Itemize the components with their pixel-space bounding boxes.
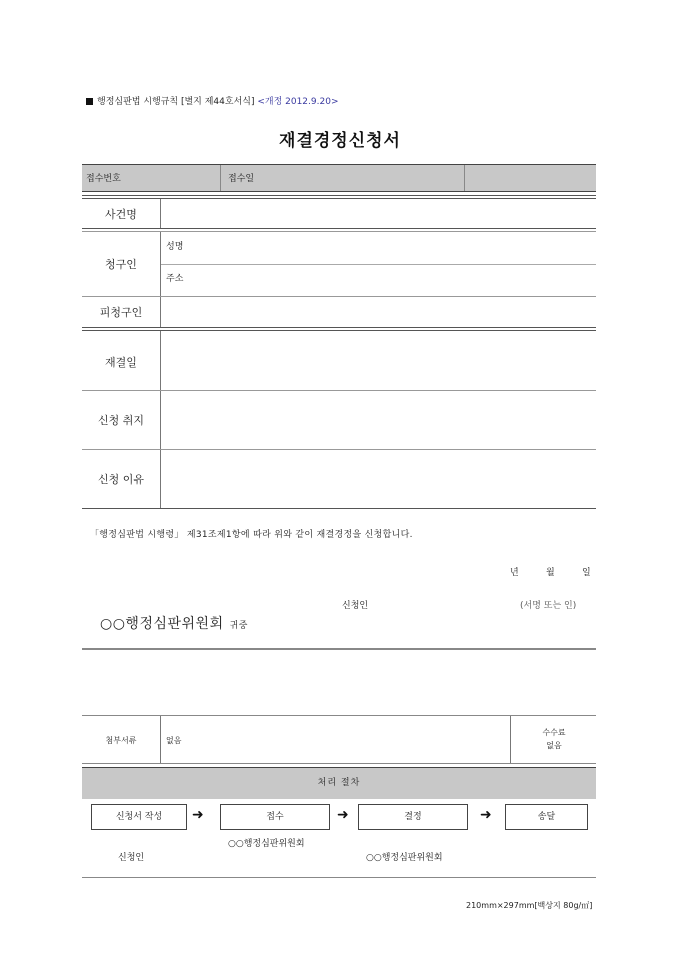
step-delivery: 송달 xyxy=(505,804,588,830)
divider xyxy=(82,508,596,509)
reason-field[interactable] xyxy=(162,451,594,506)
claimant-label: 청구인 xyxy=(105,258,137,271)
revision-note: <개정 2012.9.20> xyxy=(257,97,339,107)
year-label: 년 xyxy=(510,568,519,578)
divider xyxy=(160,716,161,763)
attachments-value: 없음 xyxy=(166,736,182,745)
fee-label: 수수료 xyxy=(542,728,566,737)
receipt-bar xyxy=(82,164,596,192)
attachments-label: 첨부서류 xyxy=(105,736,137,745)
fee-cell xyxy=(512,726,596,752)
divider xyxy=(82,449,596,450)
receipt-number-label: 접수번호 xyxy=(86,174,121,184)
step-write-application: 신청서 작성 xyxy=(91,804,187,830)
receipt-date-label: 접수일 xyxy=(228,174,255,184)
divider xyxy=(464,165,465,191)
claimant-address-label: 주소 xyxy=(166,274,184,284)
purpose-label: 신청 취지 xyxy=(97,414,144,427)
committee-name: ○○행정심판위원회 xyxy=(100,616,224,632)
statement: 「행정심판법 시행령」 제31조제1항에 따라 위와 같이 재결경정을 신청합니다. xyxy=(90,530,413,540)
respondent-field[interactable] xyxy=(162,298,594,325)
reason-label: 신청 이유 xyxy=(97,473,144,486)
step-decision: 결정 xyxy=(358,804,468,830)
divider xyxy=(82,195,596,196)
step-note-decider: ○○행정심판위원회 xyxy=(366,853,443,863)
day-label: 일 xyxy=(582,568,591,578)
divider xyxy=(82,648,596,650)
paper-size: 210mm×297mm[백상지 80g/㎡] xyxy=(466,901,593,910)
arrow-right-icon: ➜ xyxy=(192,807,204,823)
applicant-label: 신청인 xyxy=(342,601,369,611)
ruling-date-label: 재결일 xyxy=(105,356,137,369)
step-receipt: 접수 xyxy=(220,804,330,830)
ruling-date-field[interactable] xyxy=(162,332,594,388)
divider xyxy=(510,716,511,763)
signature-note: (서명 또는 인) xyxy=(520,601,577,611)
form-reference-text: 행정심판법 시행규칙 [별지 제44호서식] xyxy=(97,97,255,107)
form-title: 재결경정신청서 xyxy=(279,131,401,151)
committee-addressee xyxy=(100,613,248,633)
step-note-receiver: ○○행정심판위원회 xyxy=(228,839,305,849)
claimant-name-label: 성명 xyxy=(166,242,184,252)
claimant-name-field[interactable] xyxy=(190,235,594,261)
honorific: 귀중 xyxy=(229,621,248,631)
divider xyxy=(160,331,161,508)
arrow-right-icon: ➜ xyxy=(337,807,349,823)
fee-value: 없음 xyxy=(546,741,562,750)
divider xyxy=(82,877,596,878)
claimant-address-field[interactable] xyxy=(190,267,594,293)
step-note-applicant: 신청인 xyxy=(118,853,145,863)
case-name-label: 사건명 xyxy=(105,208,137,221)
divider xyxy=(220,165,221,191)
purpose-field[interactable] xyxy=(162,392,594,448)
case-name-field[interactable] xyxy=(162,200,594,227)
arrow-right-icon: ➜ xyxy=(480,807,492,823)
respondent-label: 피청구인 xyxy=(99,306,143,319)
divider xyxy=(82,327,596,328)
divider xyxy=(82,228,596,229)
divider xyxy=(82,763,596,764)
divider xyxy=(161,264,596,265)
divider xyxy=(160,297,161,327)
divider xyxy=(82,390,596,391)
month-label: 월 xyxy=(546,568,555,578)
form-reference xyxy=(86,94,338,107)
square-bullet-icon xyxy=(86,98,93,105)
divider xyxy=(160,199,161,228)
procedure-title: 처리 절차 xyxy=(82,767,596,799)
